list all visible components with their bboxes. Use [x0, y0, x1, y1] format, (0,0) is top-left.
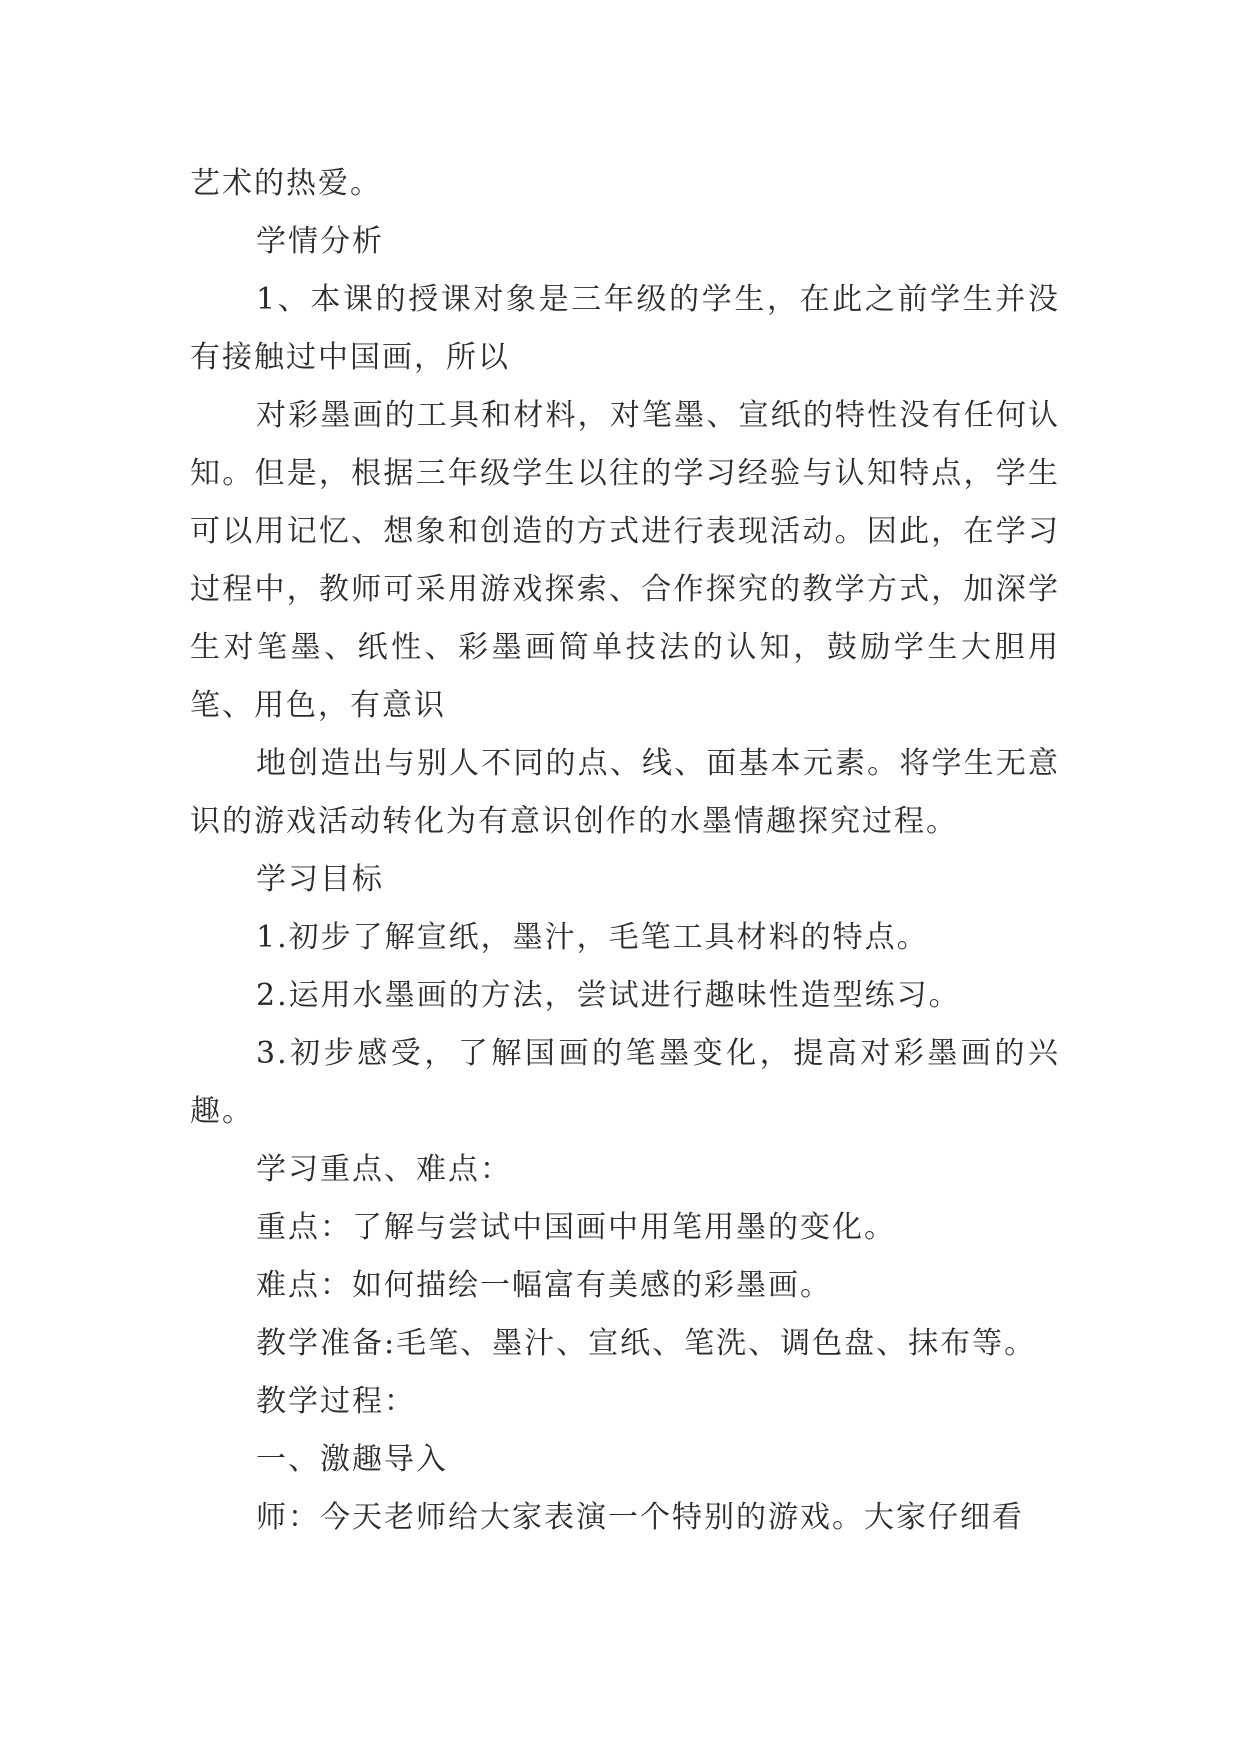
paragraph: 1、本课的授课对象是三年级的学生，在此之前学生并没有接触过中国画，所以 [190, 282, 1060, 375]
goal-item: 2.运用水墨画的方法，尝试进行趣味性造型练习。 [256, 978, 961, 1013]
key-point: 重点：了解与尝试中国画中用笔用墨的变化。 [256, 1210, 896, 1245]
section-heading-learning-analysis: 学情分析 [256, 224, 384, 259]
paragraph: 艺术的热爱。 [190, 166, 382, 201]
difficult-point: 难点：如何描绘一幅富有美感的彩墨画。 [256, 1268, 832, 1303]
goal-item: 3.初步感受，了解国画的笔墨变化，提高对彩墨画的兴趣。 [190, 1036, 1060, 1129]
paragraph: 地创造出与别人不同的点、线、面基本元素。将学生无意识的游戏活动转化为有意识创作的水墨情趣探究过程。 [190, 746, 1060, 839]
teaching-preparation: 教学准备:毛笔、墨汁、宣纸、笔洗、调色盘、抹布等。 [256, 1326, 1037, 1361]
subsection-heading: 一、激趣导入 [256, 1442, 448, 1477]
goal-item: 1.初步了解宣纸，墨汁，毛笔工具材料的特点。 [256, 920, 929, 955]
paragraph: 师：今天老师给大家表演一个特别的游戏。大家仔细看 [256, 1500, 1024, 1535]
section-heading-learning-goals: 学习目标 [256, 862, 384, 897]
document-body [190, 155, 1060, 1547]
paragraph: 对彩墨画的工具和材料，对笔墨、宣纸的特性没有任何认知。但是，根据三年级学生以往的学习经验与认知特点，学生可以用记忆、想象和创造的方式进行表现活动。因此，在学习过程中，教师可采用游戏探索、合作探究的教学方式，加深学生对笔墨、纸性、彩墨画简单技法的认知，鼓励学生大胆用笔、用色，有意识 [190, 398, 1060, 723]
section-heading-key-points: 学习重点、难点： [256, 1152, 512, 1187]
section-heading-teaching-process: 教学过程： [256, 1384, 416, 1419]
